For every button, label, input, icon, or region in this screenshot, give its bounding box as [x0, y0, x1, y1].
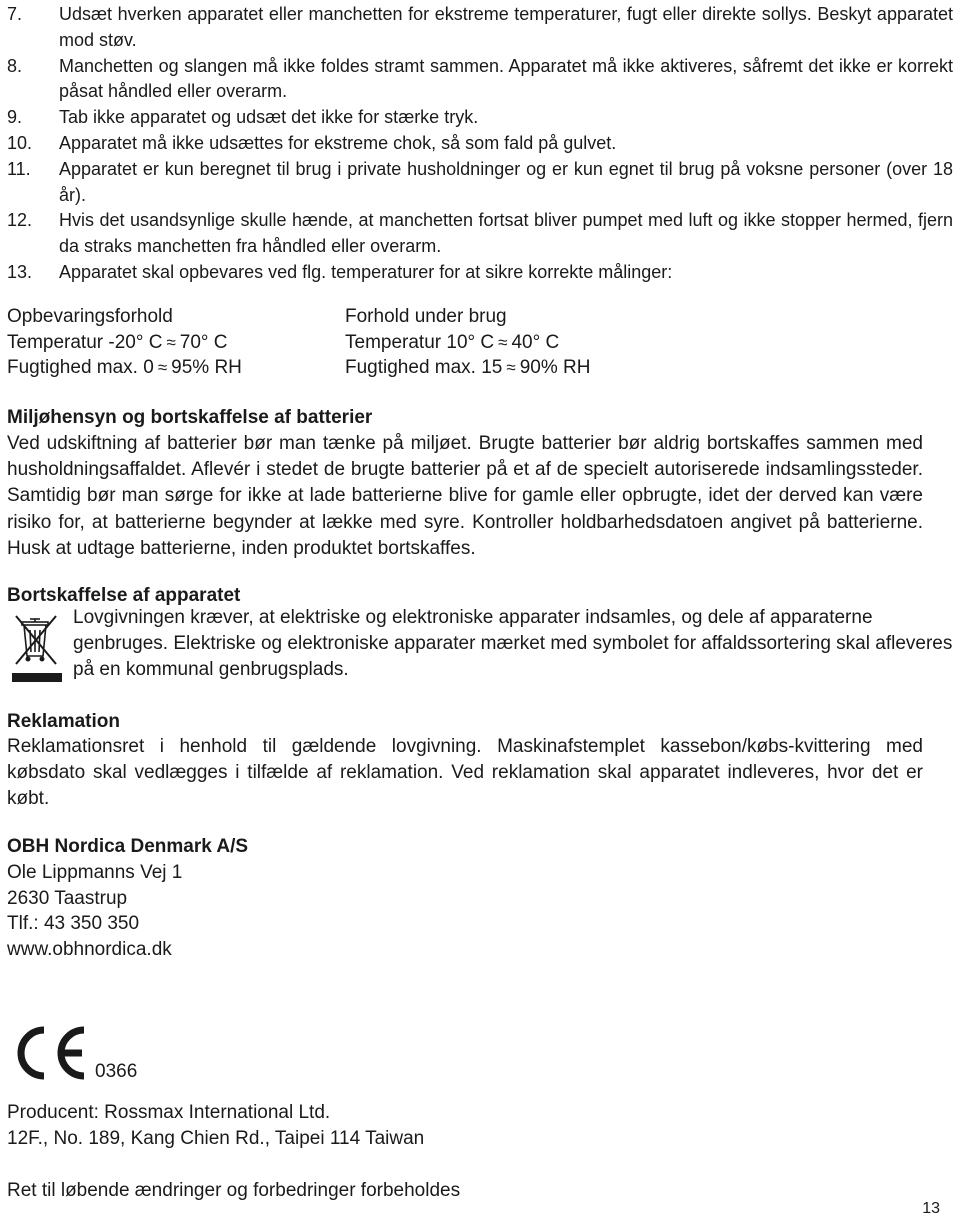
use-humidity: Fugtighed max. 15 ≈ 90% RH	[345, 355, 590, 381]
use-temperature: Temperatur 10° C ≈ 40° C	[345, 330, 590, 356]
safety-instructions-list	[7, 2, 953, 286]
disposal-text: Lovgivningen kræver, at elektriske og elektroniske apparater indsamles, og dele af apparaterne genbruges. Elektriske og elektroniske apparater mærket med symbolet for affaldssortering skal afleveres på en kommunal genbrugsplads.	[73, 607, 953, 680]
company-phone: Tlf.: 43 350 350	[7, 913, 140, 935]
approx-icon: ≈	[506, 358, 516, 377]
complaint-text: Reklamationsret i henhold til gældende lovgivning. Maskinafstemplet kassebon/købs-kvittering med købsdato skal vedlægges i tilfælde af reklamation. Ved reklamation skal apparatet indleveres, hvor det er købt.	[7, 736, 923, 810]
company-website: www.obhnordica.dk	[7, 939, 172, 961]
producer-name: Producent: Rossmax International Ltd.	[7, 1102, 331, 1123]
complaint-heading: Reklamation	[7, 711, 120, 732]
storage-title: Opbevaringsforhold	[7, 306, 173, 327]
approx-icon: ≈	[157, 358, 168, 377]
storage-humidity: Fugtighed max. 0 ≈ 95% RH	[7, 355, 242, 381]
list-item: 13. Apparatet skal opbevares ved flg. temperaturer for at sikre korrekte målinger:	[7, 261, 673, 282]
list-item: 11. Apparatet er kun beregnet til brug i private husholdninger og er kun egnet til brug på voksne personer (over 18 år).	[7, 158, 953, 205]
environment-text: Ved udskiftning af batterier bør man tænke på miljøet. Brugte batterier bør aldrig bortskaffes sammen med husholdningsaffaldet. Aflevér i stedet de brugte batterier på et af de specielt autoriserede indsamlingssteder. Samtidig bør man sørge for ikke at lade batterierne blive for gamle eller opbrugte, idet der derved kan være risiko for, at batterierne begynder at lække med syre. Kontroller holdbarhedsdatoen angivet på batterierne. Husk at udtage batterierne, inden produktet bortskaffes.	[7, 433, 923, 559]
approx-icon: ≈	[498, 332, 508, 352]
company-name: OBH Nordica Denmark A/S	[7, 836, 249, 857]
use-conditions	[345, 304, 590, 381]
producer-address: 12F., No. 189, Kang Chien Rd., Taipei 114 Taiwan	[7, 1127, 425, 1149]
footer-note: Ret til løbende ændringer og forbedringer forbeholdes	[7, 1180, 461, 1201]
list-item: 7. Udsæt hverken apparatet eller manchetten for ekstreme temperaturer, fugt eller direkte sollys. Beskyt apparatet mod støv.	[7, 4, 953, 50]
list-item: 8. Manchetten og slangen må ikke foldes stramt sammen. Apparatet må ikke aktiveres, såfremt det ikke er korrekt påsat håndled eller overarm.	[7, 55, 953, 102]
company-city: 2630 Taastrup	[7, 887, 128, 909]
list-item: 12. Hvis det usandsynlige skulle hænde, at manchetten fortsat bliver pumpet med luft og ikke stopper hermed, fjern da straks manchetten fra håndled eller overarm.	[7, 210, 953, 257]
environment-heading: Miljøhensyn og bortskaffelse af batterier	[7, 407, 373, 428]
list-item: 10. Apparatet må ikke udsættes for ekstreme chok, så som fald på gulvet.	[7, 132, 617, 153]
approx-icon: ≈	[166, 332, 176, 352]
disposal-heading: Bortskaffelse af apparatet	[7, 585, 241, 606]
weee-bin-icon	[12, 612, 62, 684]
page-number: 13	[922, 1200, 940, 1217]
ce-mark-icon	[14, 1024, 88, 1082]
company-address	[7, 834, 248, 963]
producer-info	[7, 1100, 424, 1152]
company-street: Ole Lippmanns Vej 1	[7, 861, 183, 883]
list-item: 9. Tab ikke apparatet og udsæt det ikke for stærke tryk.	[7, 107, 479, 128]
storage-conditions	[7, 304, 242, 381]
storage-temperature: Temperatur -20° C ≈ 70° C	[7, 330, 242, 356]
use-title: Forhold under brug	[345, 306, 507, 327]
ce-code: 0366	[95, 1061, 138, 1082]
